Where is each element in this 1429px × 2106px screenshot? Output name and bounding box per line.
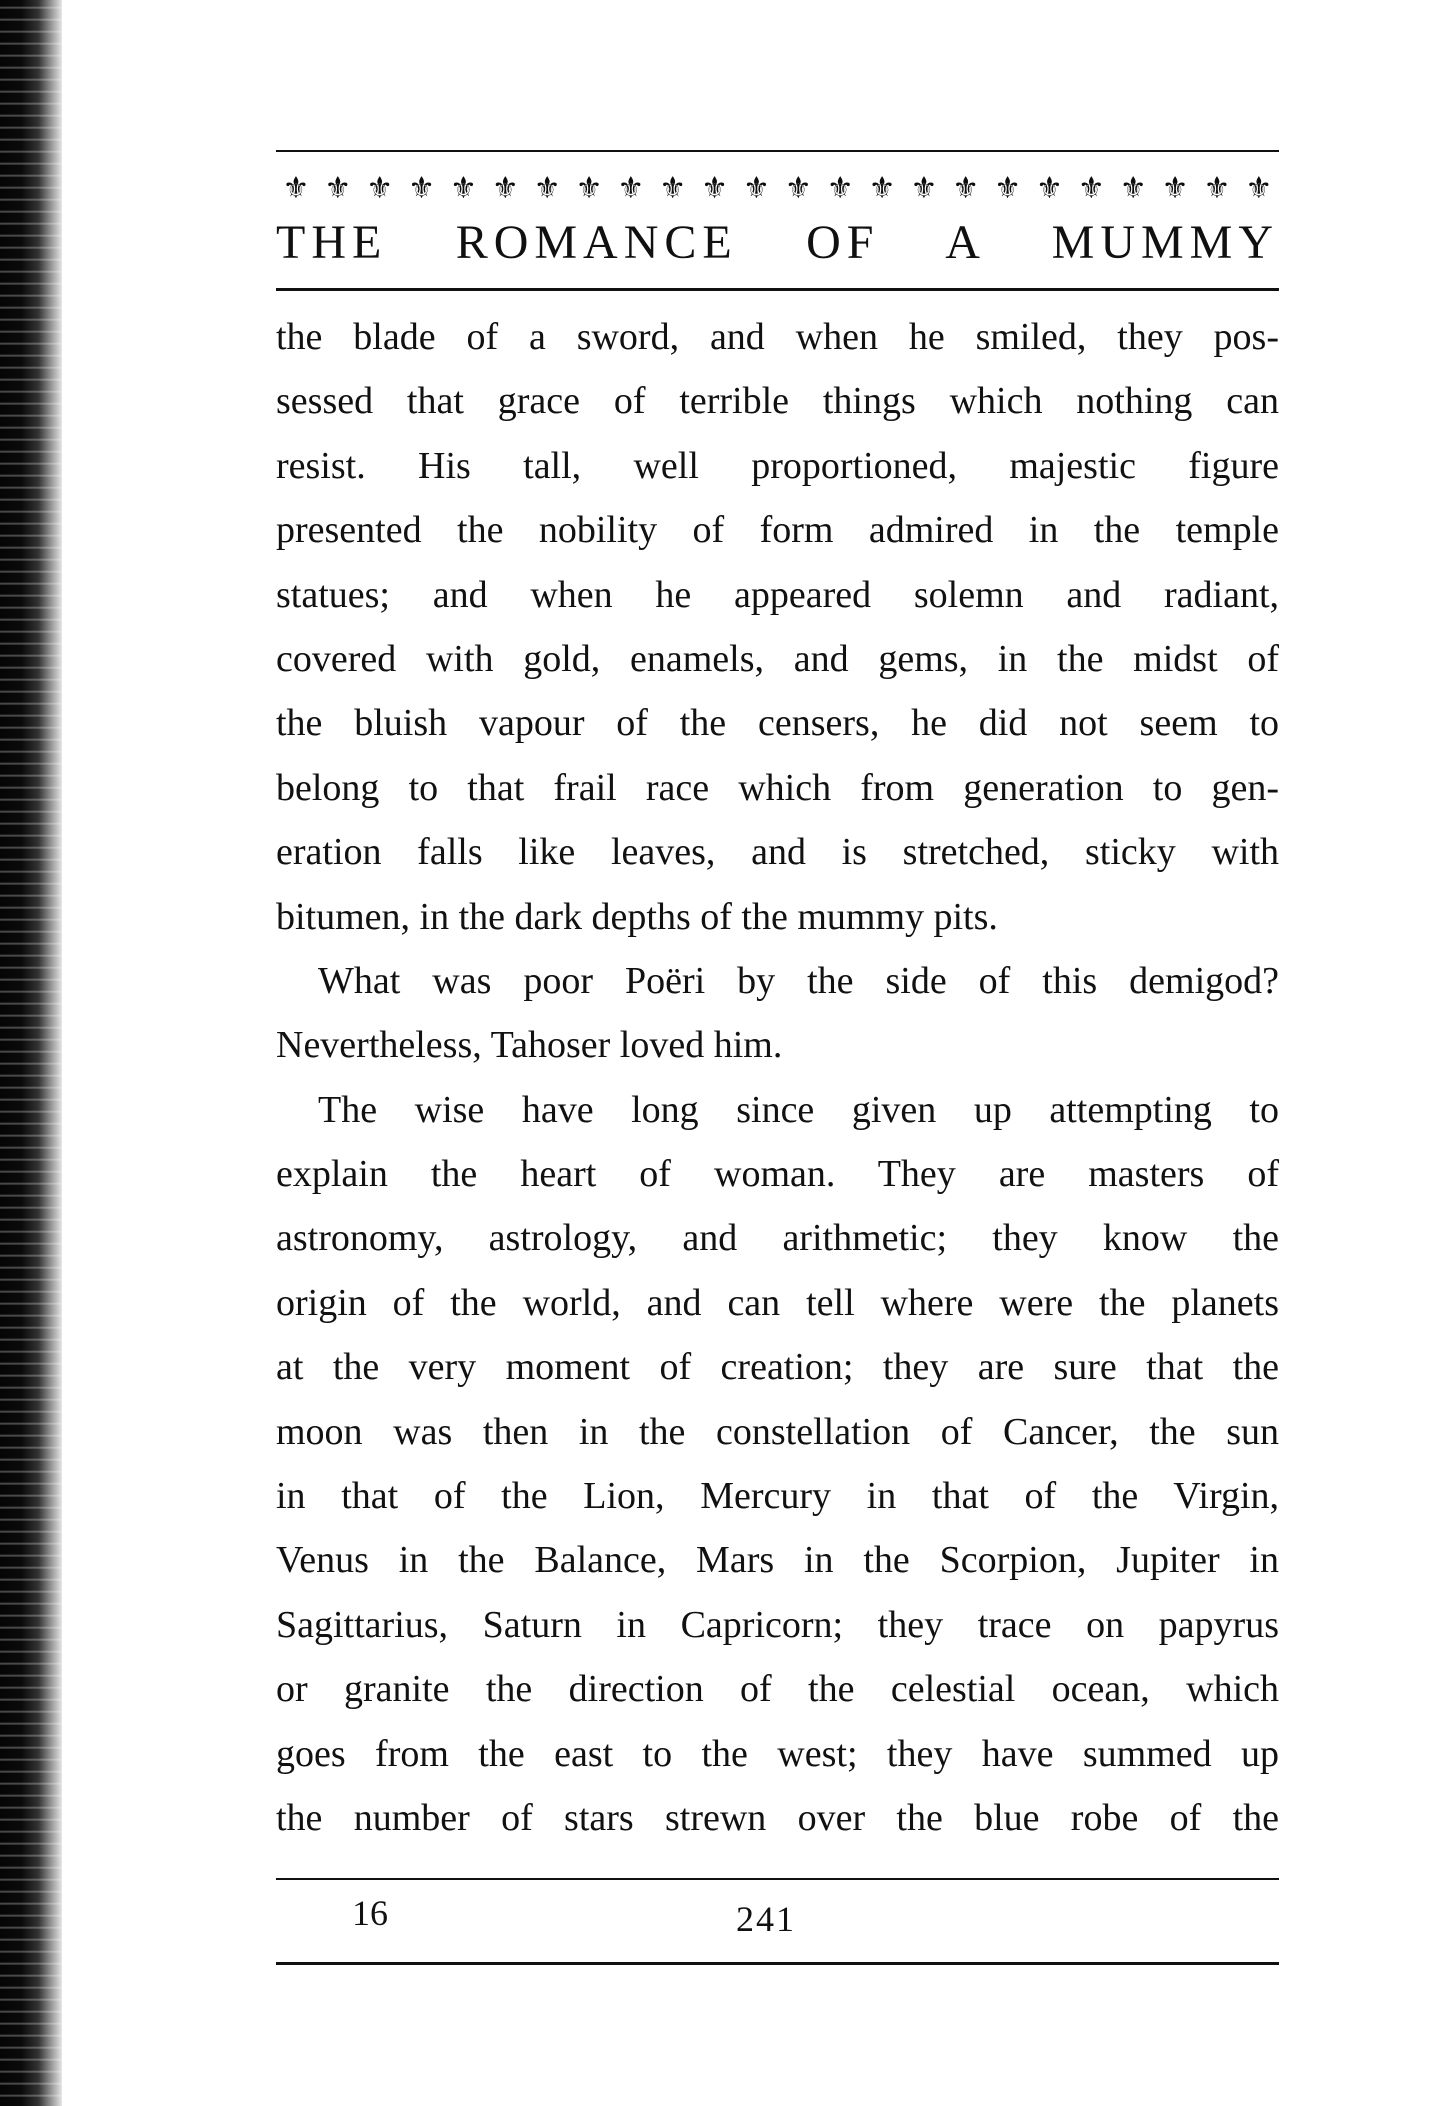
text-line: the bluish vapour of the censers, he did not seem to bbox=[276, 702, 1279, 745]
fleur-de-lis-icon: ⚜ bbox=[533, 172, 561, 205]
text-line: the blade of a sword, and when he smiled, they pos- bbox=[276, 316, 1279, 358]
text-line: goes from the east to the west; they have summed up bbox=[276, 1732, 1279, 1775]
text-line: in that of the Lion, Mercury in that of the Virgin, bbox=[276, 1475, 1279, 1518]
fleur-de-lis-icon: ⚜ bbox=[659, 172, 687, 205]
text-line: explain the heart of woman. They are masters of bbox=[276, 1153, 1279, 1196]
fleur-de-lis-icon: ⚜ bbox=[1119, 172, 1147, 205]
fleur-de-lis-icon: ⚜ bbox=[910, 172, 938, 205]
text-line: Sagittarius, Saturn in Capricorn; they trace on papyrus bbox=[276, 1603, 1279, 1646]
text-line: at the very moment of creation; they are sure that the bbox=[276, 1346, 1279, 1389]
text-line: moon was then in the constellation of Cancer, the sun bbox=[276, 1410, 1279, 1453]
fleur-de-lis-icon: ⚜ bbox=[1203, 172, 1231, 205]
page-footer bbox=[276, 1880, 1279, 1950]
fleur-de-lis-icon: ⚜ bbox=[952, 172, 980, 205]
fleur-de-lis-icon: ⚜ bbox=[1245, 172, 1273, 205]
fleur-de-lis-icon: ⚜ bbox=[868, 172, 896, 205]
ornament-band bbox=[276, 170, 1279, 208]
fleur-de-lis-icon: ⚜ bbox=[491, 172, 519, 205]
text-line: The wise have long since given up attempting to bbox=[318, 1088, 1279, 1131]
signature-mark: 16 bbox=[352, 1893, 388, 1934]
fleur-de-lis-icon: ⚜ bbox=[366, 172, 394, 205]
paragraph-2 bbox=[276, 949, 1279, 1078]
fleur-de-lis-icon: ⚜ bbox=[701, 172, 729, 205]
text-line: or granite the direction of the celestial ocean, which bbox=[276, 1668, 1279, 1711]
fleur-de-lis-icon: ⚜ bbox=[826, 172, 854, 205]
text-line: origin of the world, and can tell where were the planets bbox=[276, 1281, 1279, 1324]
text-line: the number of stars strewn over the blue robe of the bbox=[276, 1796, 1279, 1839]
text-line: belong to that frail race which from generation to gen- bbox=[276, 766, 1279, 809]
text-line: What was poor Poëri by the side of this demigod? bbox=[318, 959, 1279, 1002]
text-line: astronomy, astrology, and arithmetic; they know the bbox=[276, 1217, 1279, 1260]
fleur-de-lis-icon: ⚜ bbox=[617, 172, 645, 205]
fleur-de-lis-icon: ⚜ bbox=[449, 172, 477, 205]
text-line: Venus in the Balance, Mars in the Scorpion, Jupiter in bbox=[276, 1539, 1279, 1582]
body-text bbox=[276, 305, 1279, 1850]
page-number: 241 bbox=[736, 1899, 796, 1940]
fleur-de-lis-icon: ⚜ bbox=[1161, 172, 1189, 205]
paragraph-3 bbox=[276, 1078, 1279, 1851]
fleur-de-lis-icon: ⚜ bbox=[743, 172, 770, 205]
fleur-de-lis-icon: ⚜ bbox=[784, 172, 812, 205]
text-line: covered with gold, enamels, and gems, in the midst of bbox=[276, 637, 1279, 680]
book-page bbox=[276, 150, 1279, 1965]
fleur-de-lis-icon: ⚜ bbox=[1077, 172, 1105, 205]
footer-bottom-rule bbox=[276, 1962, 1279, 1965]
paragraph-1 bbox=[276, 305, 1279, 949]
fleur-de-lis-icon: ⚜ bbox=[324, 172, 352, 205]
fleur-de-lis-icon: ⚜ bbox=[575, 172, 603, 205]
text-line: bitumen, in the dark depths of the mummy pits. bbox=[276, 895, 998, 938]
text-line: Nevertheless, Tahoser loved him. bbox=[276, 1024, 783, 1067]
head-rule bbox=[276, 288, 1279, 291]
text-line: sessed that grace of terrible things which nothing can bbox=[276, 380, 1279, 423]
text-line: presented the nobility of form admired in the temple bbox=[276, 509, 1279, 552]
fleur-de-lis-icon: ⚜ bbox=[282, 172, 310, 205]
fleur-de-lis-icon: ⚜ bbox=[1036, 172, 1063, 205]
text-line: statues; and when he appeared solemn and radiant, bbox=[276, 573, 1279, 616]
running-head-title: THE ROMANCE OF A MUMMY bbox=[276, 216, 1279, 269]
top-rule bbox=[276, 150, 1279, 152]
fleur-de-lis-icon: ⚜ bbox=[994, 172, 1022, 205]
text-line: resist. His tall, well proportioned, majestic figure bbox=[276, 444, 1279, 487]
book-spine-shadow bbox=[0, 0, 62, 2106]
text-line: eration falls like leaves, and is stretched, sticky with bbox=[276, 831, 1279, 874]
fleur-de-lis-icon: ⚜ bbox=[408, 172, 436, 205]
